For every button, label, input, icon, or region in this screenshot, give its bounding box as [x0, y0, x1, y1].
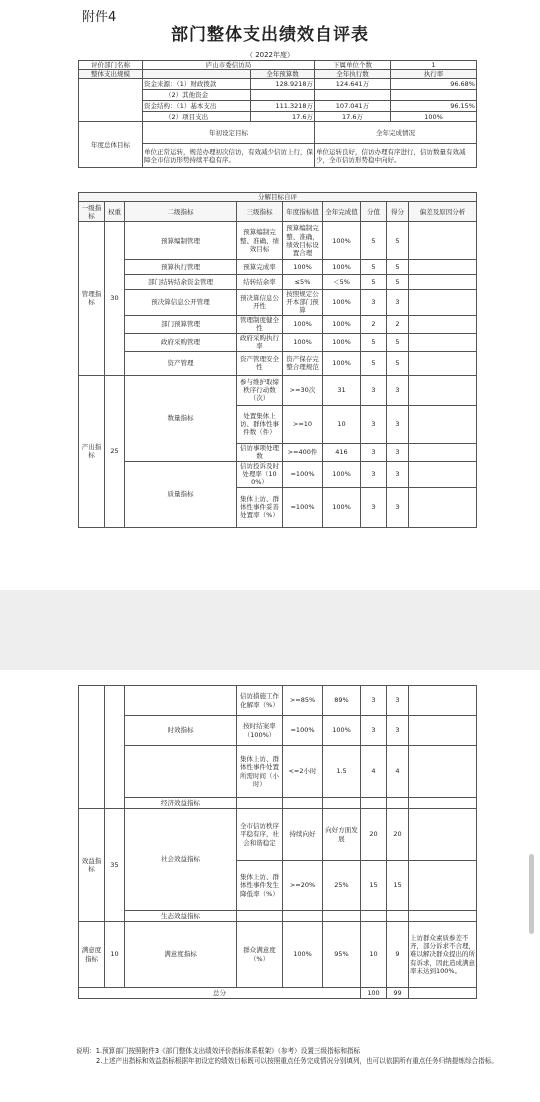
indicator-cell: 100%	[283, 333, 323, 351]
indicator-cell: 生态效益指标	[125, 911, 237, 922]
indicator-cell	[409, 351, 477, 375]
indicator-cell	[409, 443, 477, 461]
table-row	[79, 275, 477, 290]
indicator-cell: 上访群众素质参差不齐，部分诉求不合理，难以解决群众提出的所有诉求，因此造成满意率未达到100%。	[409, 922, 477, 988]
indicator-cell	[409, 260, 477, 275]
indicator-cell: 3	[361, 443, 387, 461]
completion-text: 单位运转良好，信访办理有序进行，信访数量有效减少，全市信访形势稳中向好。	[315, 144, 477, 168]
indicator-cell: =100%	[283, 716, 323, 746]
indicator-cell: 按时结案率（100%）	[237, 716, 283, 746]
structure-executed: 107.041万	[315, 101, 391, 112]
indicator-cell: 5	[387, 275, 409, 290]
indicator-cell: 100%	[283, 315, 323, 333]
note-1: 说明：1.预算部门按照附件3《部门整体支出绩效评价指标体系框架》（参考）设置三级指标和指标	[76, 1047, 361, 1055]
table-row	[79, 922, 477, 988]
table-row	[79, 461, 477, 487]
indicator-cell: 3	[361, 716, 387, 746]
indicator-cell: 信访措施工作化解率（%）	[237, 686, 283, 716]
annex-label: 附件4	[82, 10, 117, 25]
indicator-cell: 25	[105, 375, 125, 527]
initial-goal-label: 年初设定目标	[143, 122, 315, 144]
indicator-cell: 预算执行管理	[125, 260, 237, 275]
indicator-cell	[409, 333, 477, 351]
indicator-cell: 100%	[323, 290, 361, 315]
table-row	[79, 798, 477, 809]
indicator-cell: 5	[361, 351, 387, 375]
table-row	[79, 260, 477, 275]
indicator-cell	[323, 911, 361, 922]
indicator-cell: 10	[361, 922, 387, 988]
funding-row-label: 资金来源：（1）财政拨款	[143, 79, 251, 90]
indicator-cell	[409, 275, 477, 290]
table-row	[79, 222, 477, 260]
funding-row-label: （2）其他资金	[143, 90, 251, 101]
table-row	[79, 686, 477, 716]
indicator-cell: 效益指标	[79, 809, 105, 922]
indicator-cell: 20	[361, 809, 387, 861]
total-score: 100	[361, 988, 387, 999]
column-header: 偏差及原因分析	[409, 202, 477, 222]
structure-row-label: 资金结构：（1）基本支出	[143, 101, 251, 112]
indicator-cell: 100%	[323, 333, 361, 351]
indicator-cell: 政府采购执行率	[237, 333, 283, 351]
indicator-cell: 产出指标	[79, 375, 105, 527]
funding-rate: 96.68%	[391, 79, 477, 90]
indicator-cell: 416	[323, 443, 361, 461]
indicator-cell: 95%	[323, 922, 361, 988]
document-page-2	[0, 670, 540, 1102]
indicator-cell: 3	[387, 686, 409, 716]
indicator-cell: 政府采购管理	[125, 333, 237, 351]
indicator-cell: 集体上访、群体性事件处置所需时间（小时）	[237, 746, 283, 798]
indicator-cell: 100%	[283, 260, 323, 275]
funding-rate	[391, 90, 477, 101]
structure-rate: 96.15%	[391, 101, 477, 112]
indicator-cell: 5	[361, 275, 387, 290]
indicator-cell: 数量指标	[125, 375, 237, 461]
indicator-cell	[409, 487, 477, 527]
page-gap	[0, 590, 540, 670]
indicator-cell	[409, 861, 477, 911]
structure-executed: 17.6万	[315, 112, 391, 122]
indicator-cell: 100%	[323, 487, 361, 527]
indicator-cell: =100%	[283, 487, 323, 527]
indicator-cell: 3	[387, 443, 409, 461]
funding-executed	[315, 90, 391, 101]
indicator-cell	[409, 716, 477, 746]
indicator-cell	[361, 911, 387, 922]
indicator-cell: 部门预算管理	[125, 315, 237, 333]
indicator-cell	[409, 461, 477, 487]
table-row	[79, 716, 477, 746]
sub-units-value: 1	[391, 61, 477, 70]
indicator-cell: 处置集体上访、群体性事件数（件）	[237, 405, 283, 443]
indicator-cell: 资产管理	[125, 351, 237, 375]
vertical-scrollbar[interactable]	[529, 854, 534, 934]
indicator-cell	[409, 315, 477, 333]
indicator-cell: 100%	[323, 461, 361, 487]
document-title: 部门整体支出绩效自评表	[171, 25, 369, 45]
indicator-cell: 群众满意度（%）	[237, 922, 283, 988]
initial-goal-text: 单位正常运转，规范办理初次信访，有效减少信访上行，保障全市信访形势持续平稳有序。	[143, 144, 315, 168]
dept-name: 庐山市委信访局	[143, 61, 315, 70]
table-row	[79, 911, 477, 922]
structure-budget: 17.6万	[251, 112, 315, 122]
indicator-cell: 4	[361, 746, 387, 798]
indicator-cell	[323, 798, 361, 809]
indicator-cell: 部门结转结余资金管理	[125, 275, 237, 290]
indicator-cell: 信访事项处理数	[237, 443, 283, 461]
indicator-cell: 资产保存完整合理规范	[283, 351, 323, 375]
indicator-cell: 持续向好	[283, 809, 323, 861]
column-header: 二级指标	[125, 202, 237, 222]
indicator-cell: 4	[387, 746, 409, 798]
indicator-cell: 100%	[323, 315, 361, 333]
indicator-cell: 2	[387, 315, 409, 333]
indicator-cell	[105, 686, 125, 809]
indicator-cell: 100%	[323, 716, 361, 746]
column-header: 权重	[105, 202, 125, 222]
indicator-cell: 5	[387, 333, 409, 351]
indicator-cell: 5	[361, 333, 387, 351]
indicator-cell: 2	[361, 315, 387, 333]
indicator-cell	[409, 798, 477, 809]
executed-header: 全年执行数	[315, 70, 391, 79]
column-header: 得分	[387, 202, 409, 222]
indicator-cell	[125, 686, 237, 716]
indicator-cell: >=85%	[283, 686, 323, 716]
indicator-cell	[409, 405, 477, 443]
indicator-cell	[409, 911, 477, 922]
table-row	[79, 351, 477, 375]
indicator-cell: 10	[105, 922, 125, 988]
indicator-cell: 30	[105, 222, 125, 375]
table-row	[79, 333, 477, 351]
section-title: 分解目标自评	[79, 193, 477, 202]
dept-label: 评价部门名称	[79, 61, 143, 70]
indicator-cell: 管理制度健全性	[237, 315, 283, 333]
indicator-cell	[79, 686, 105, 809]
indicator-cell: 集体上访、群体性事件妥善处置率（%）	[237, 487, 283, 527]
indicator-cell: ＜5%	[323, 275, 361, 290]
indicator-cell	[409, 375, 477, 405]
indicator-cell: 3	[361, 375, 387, 405]
indicator-cell: =100%	[283, 461, 323, 487]
rate-header: 执行率	[391, 70, 477, 79]
indicator-cell: 3	[361, 405, 387, 443]
structure-row-label: （2）项目支出	[143, 112, 251, 122]
indicator-cell: 预算完成率	[237, 260, 283, 275]
column-header: 全年完成值	[323, 202, 361, 222]
table-row	[79, 290, 477, 315]
indicator-cell: 3	[361, 487, 387, 527]
indicator-cell	[237, 798, 283, 809]
table-row	[79, 375, 477, 405]
indicator-cell: >=30次	[283, 375, 323, 405]
funding-budget	[251, 90, 315, 101]
indicator-cell: 3	[387, 716, 409, 746]
indicator-cell	[283, 798, 323, 809]
indicator-cell	[387, 798, 409, 809]
table-row	[79, 315, 477, 333]
funding-budget: 128.9218万	[251, 79, 315, 90]
sub-units-label: 下属单位个数	[315, 61, 391, 70]
indicator-cell: 满意度指标	[79, 922, 105, 988]
indicator-cell: 时效指标	[125, 716, 237, 746]
indicator-cell: 3	[387, 375, 409, 405]
indicator-cell: 25%	[323, 861, 361, 911]
indicator-cell: 3	[361, 290, 387, 315]
indicator-cell: 预算编制完整、准确、绩效目标	[237, 222, 283, 260]
table-row	[79, 746, 477, 798]
column-header: 三级指标	[237, 202, 283, 222]
indicator-cell: 5	[361, 222, 387, 260]
indicator-cell: 3	[387, 405, 409, 443]
indicator-cell: >=400件	[283, 443, 323, 461]
completion-label: 全年完成情况	[315, 122, 477, 144]
indicator-cell	[237, 911, 283, 922]
indicator-cell: 31	[323, 375, 361, 405]
column-header: 分值	[361, 202, 387, 222]
indicator-cell: 3	[361, 461, 387, 487]
indicator-cell	[409, 746, 477, 798]
indicator-cell	[283, 911, 323, 922]
document-year: （ 2022年度）	[245, 51, 295, 59]
indicator-cell: 社会效益指标	[125, 809, 237, 911]
indicator-cell: 3	[361, 686, 387, 716]
indicator-cell: 10	[323, 405, 361, 443]
indicator-cell: 100%	[323, 351, 361, 375]
indicator-cell: 35	[105, 809, 125, 922]
indicator-cell: 全市信访秩序平稳有序，社会和谐稳定	[237, 809, 283, 861]
indicator-cell: 向好方面发展	[323, 809, 361, 861]
indicator-cell: 预决算信息公开性	[237, 290, 283, 315]
table-row	[79, 809, 477, 861]
indicator-cell: 集体上访、群体性事件发生降低率（%）	[237, 861, 283, 911]
indicator-cell: 满意度指标	[125, 922, 237, 988]
indicator-cell: 3	[387, 461, 409, 487]
indicator-cell: 管理指标	[79, 222, 105, 375]
indicator-cell: 预算编制管理	[125, 222, 237, 260]
indicator-cell: 15	[361, 861, 387, 911]
total-label: 总分	[79, 988, 361, 999]
total-row	[79, 988, 477, 999]
funding-executed: 124.641万	[315, 79, 391, 90]
indicator-cell: 经济效益指标	[125, 798, 237, 809]
indicators-table-continued	[78, 685, 477, 999]
indicator-cell: ≤5%	[283, 275, 323, 290]
indicator-cell: 5	[387, 351, 409, 375]
indicator-cell: <=2小时	[283, 746, 323, 798]
indicator-cell: 预决算信息公开管理	[125, 290, 237, 315]
indicator-cell: 100%	[283, 922, 323, 988]
column-header: 一级指标	[79, 202, 105, 222]
indicator-cell: >=10	[283, 405, 323, 443]
indicator-cell: 资产管理安全性	[237, 351, 283, 375]
goal-label: 年度总体目标	[79, 122, 143, 168]
indicator-cell: 3	[387, 487, 409, 527]
indicator-cell: 15	[387, 861, 409, 911]
structure-rate: 100%	[391, 112, 477, 122]
indicator-cell: 结转结余率	[237, 275, 283, 290]
budget-header: 全年预算数	[251, 70, 315, 79]
indicator-cell: 参与维护取缔秩序行动数（次）	[237, 375, 283, 405]
indicator-cell: 5	[387, 260, 409, 275]
indicator-cell	[361, 798, 387, 809]
indicator-cell: 信访投诉及时处理率（100%）	[237, 461, 283, 487]
scale-label: 整体支出规模	[79, 70, 143, 79]
summary-table	[78, 60, 477, 168]
indicator-cell: 100%	[323, 222, 361, 260]
total-got: 99	[387, 988, 409, 999]
indicator-cell: >=20%	[283, 861, 323, 911]
indicator-cell: 质量指标	[125, 461, 237, 527]
indicator-cell: 预算编制完整、准确，绩效目标设置合理	[283, 222, 323, 260]
indicator-cell: 3	[387, 290, 409, 315]
indicator-cell: 20	[387, 809, 409, 861]
indicator-cell	[125, 746, 237, 798]
indicator-cell	[387, 911, 409, 922]
indicators-table	[78, 192, 477, 528]
indicator-cell	[409, 686, 477, 716]
indicator-cell	[409, 809, 477, 861]
structure-budget: 111.3218万	[251, 101, 315, 112]
indicator-cell: 5	[387, 222, 409, 260]
indicator-cell: 5	[361, 260, 387, 275]
indicator-cell: 100%	[323, 260, 361, 275]
indicator-cell: 9	[387, 922, 409, 988]
indicator-cell: 1.5	[323, 746, 361, 798]
indicator-cell: 89%	[323, 686, 361, 716]
indicator-cell	[409, 290, 477, 315]
indicator-cell	[409, 222, 477, 260]
column-header: 年度指标值	[283, 202, 323, 222]
indicator-cell: 按照规定公开本部门预算	[283, 290, 323, 315]
note-2: 2.上述产出指标和效益指标根据年初设定的绩效目标既可以按照重点任务完成情况分别填列，也可以依据所有重点任务归纳提炼综合指标。	[96, 1057, 498, 1065]
